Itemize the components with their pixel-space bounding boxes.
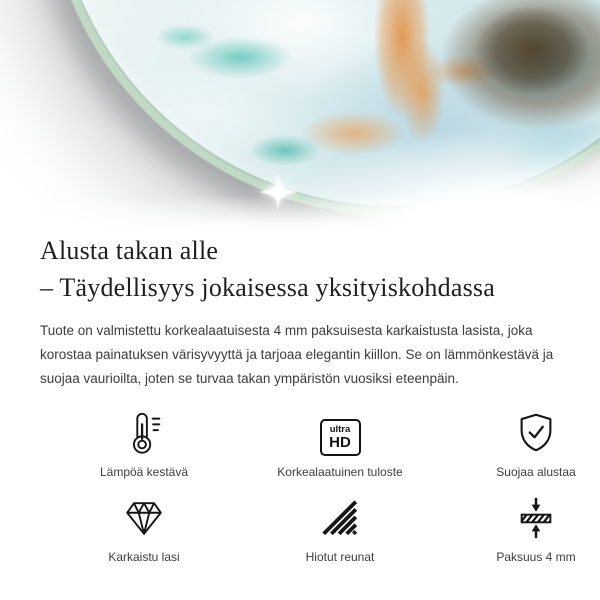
thermometer-heat-icon — [121, 410, 167, 456]
product-hero-image — [0, 0, 600, 232]
product-description-section — [0, 232, 600, 564]
features-grid — [46, 406, 600, 564]
section-title-line2: – Täydellisyys jokaisessa yksityiskohdassa — [40, 273, 495, 302]
section-title-line1: Alusta takan alle — [40, 236, 219, 265]
feature-thickness — [438, 491, 600, 564]
diamond-icon — [121, 495, 167, 541]
section-title — [40, 232, 567, 306]
feature-label: Paksuus 4 mm — [496, 550, 576, 564]
polished-edges-icon — [317, 495, 363, 541]
glass-panel-photo — [44, 0, 600, 216]
feature-ultra-hd-print — [242, 406, 438, 479]
feature-heat-resistant — [46, 406, 242, 479]
feature-label: Suojaa alustaa — [496, 465, 576, 479]
feature-label: Korkealaatuinen tuloste — [277, 465, 403, 479]
feature-label: Karkaistu lasi — [108, 550, 180, 564]
ultra-hd-badge-top-text: ultra — [329, 424, 351, 435]
sparkle-highlight-icon — [256, 170, 300, 214]
feature-label: Hiotut reunat — [305, 550, 375, 564]
shield-check-icon — [513, 410, 559, 456]
section-description: Tuote on valmistettu korkealaatuisesta 4 mm paksuisesta karkaistusta lasista, joka korostaa painatuksen värisyvyyttä ja tarjoaa elegantin kiillon. Se on lämmönkestävä ja suojaa vaurioilta, joten se turvaa takan ympäristön vuosiksi eteenpäin. — [40, 323, 554, 386]
feature-label: Lämpöä kestävä — [99, 465, 189, 479]
ultra-hd-badge-bottom-text: HD — [329, 434, 351, 451]
feature-protects-surface — [438, 406, 600, 479]
feature-polished-edges — [242, 491, 438, 564]
feature-tempered-glass — [46, 491, 242, 564]
ultra-hd-badge-icon — [320, 419, 361, 456]
thickness-compress-icon — [513, 495, 559, 541]
